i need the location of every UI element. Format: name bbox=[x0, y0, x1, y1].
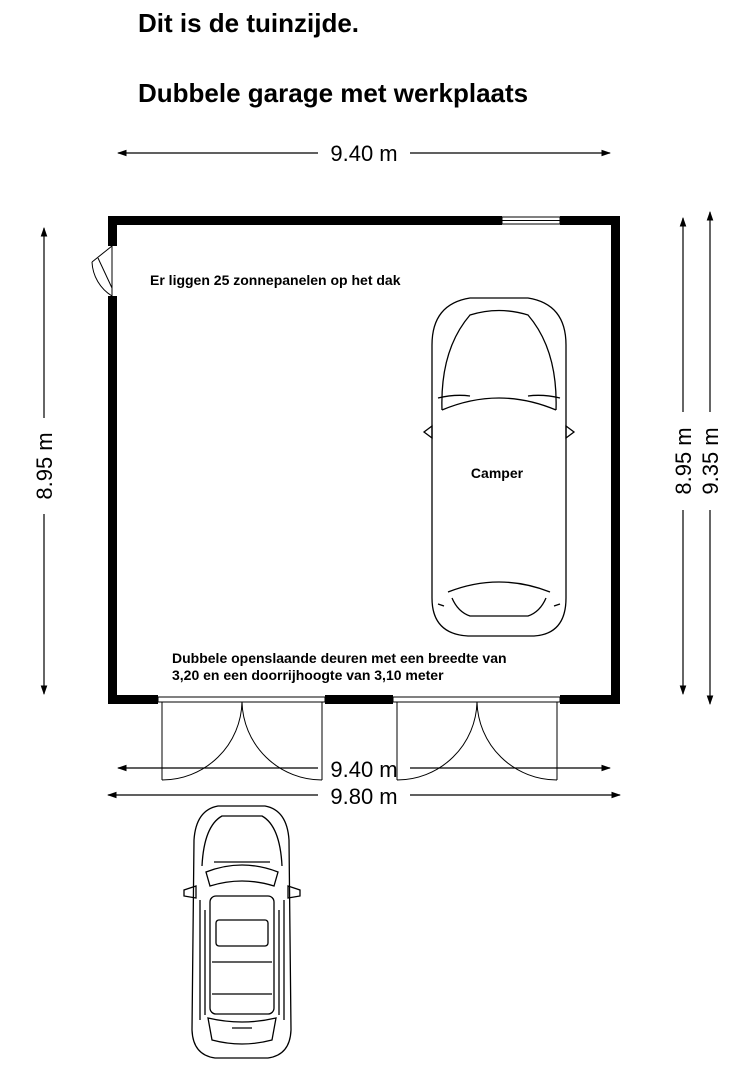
heading-garden-side: Dit is de tuinzijde. bbox=[138, 8, 360, 38]
doors-note-line2: 3,20 en een doorrijhoogte van 3,10 meter bbox=[172, 667, 444, 683]
dimension-right-depth-inner-label: 8.95 m bbox=[671, 427, 696, 495]
garage-walls bbox=[108, 216, 620, 704]
dimension-right-depth-outer-label: 9.35 m bbox=[698, 427, 723, 495]
car-vehicle bbox=[184, 806, 300, 1058]
camper-label: Camper bbox=[470, 465, 524, 481]
dimension-right-depth-inner bbox=[671, 218, 696, 694]
dimension-top-width bbox=[118, 141, 610, 166]
dimension-right-depth-outer bbox=[698, 212, 723, 704]
dimension-left-depth bbox=[32, 228, 57, 694]
solar-panels-note: Er liggen 25 zonnepanelen op het dak bbox=[150, 272, 401, 288]
doors-note-line1: Dubbele openslaande deuren met een breedte van bbox=[172, 650, 507, 666]
dimension-bottom-width-outer bbox=[108, 784, 620, 809]
heading-garage-title: Dubbele garage met werkplaats bbox=[138, 78, 529, 108]
window-top bbox=[502, 217, 560, 224]
dimension-bottom-width-outer-label: 9.80 m bbox=[330, 784, 398, 809]
dimension-bottom-width-inner bbox=[118, 757, 610, 782]
dimension-left-depth-label: 8.95 m bbox=[32, 432, 57, 500]
dimension-bottom-width-inner-label: 9.40 m bbox=[330, 757, 398, 782]
dimension-top-width-label: 9.40 m bbox=[330, 141, 398, 166]
side-door bbox=[92, 246, 112, 296]
